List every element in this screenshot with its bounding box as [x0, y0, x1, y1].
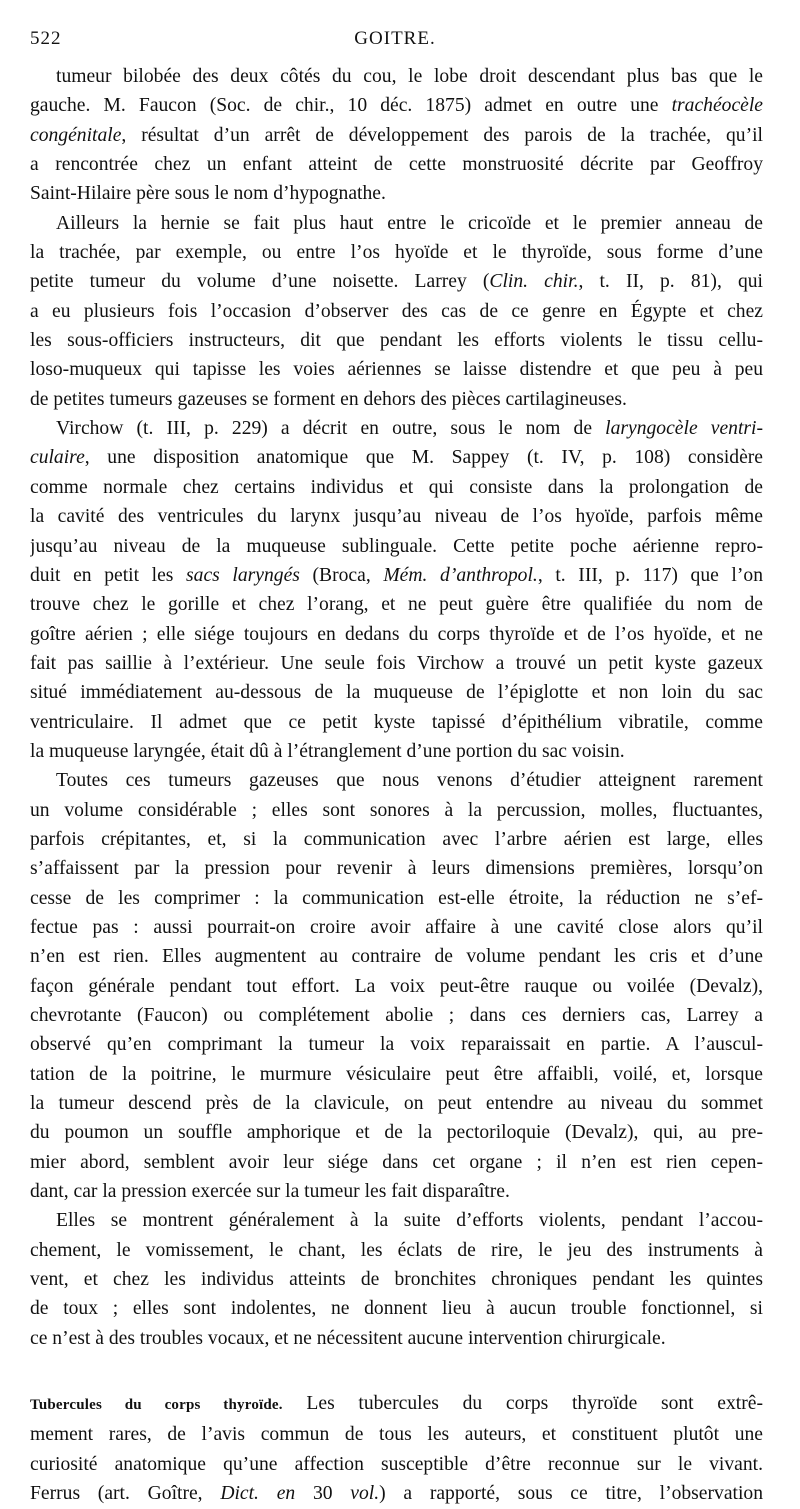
text-line: [30, 796, 763, 825]
text-run: , t. II, p. 81), qui: [578, 271, 763, 293]
text-line: [30, 678, 763, 707]
text-line: [30, 91, 763, 120]
text-line: [30, 737, 763, 766]
paragraph: [30, 414, 763, 766]
text-run: Ailleurs la hernie se fait plus haut entre le cricoïde et le premier anneau de: [56, 212, 763, 234]
text-run: , résultat d’un arrêt de développement des parois de la trachée, qu’il: [121, 124, 763, 146]
text-run: un volume considérable ; elles sont sonores à la percussion, molles, fluctuantes,: [30, 799, 763, 821]
text-line: [30, 913, 763, 942]
text-line: [30, 1148, 763, 1177]
text-line: [30, 590, 763, 619]
page-header: [30, 28, 760, 58]
text-run: chement, le vomissement, le chant, les éclats de rire, le jeu des instruments à: [30, 1239, 763, 1261]
text-line: [30, 1294, 763, 1323]
text-line: [30, 1177, 763, 1206]
text-line: [30, 385, 763, 414]
text-run: ventriculaire. Il admet que ce petit kyste tapissé d’épithélium vibratile, comme: [30, 711, 763, 733]
text-run: ) a rapporté, sous ce titre, l’observation: [379, 1483, 763, 1505]
paragraph: [30, 1206, 763, 1353]
text-run: façon générale pendant tout effort. La voix peut-être rauque ou voilée (Devalz),: [30, 975, 763, 997]
text-run: duit en petit les: [30, 564, 187, 586]
text-run: a rencontrée chez un enfant atteint de cette monstruosité décrite par Geoffroy: [30, 154, 763, 176]
text-run: mement rares, de l’avis commun de tous les auteurs, et constituent plutôt une: [30, 1424, 763, 1446]
text-line: [30, 1089, 763, 1118]
text-line: [30, 972, 763, 1001]
text-line: [30, 473, 763, 502]
text-run: cesse de les comprimer : la communication est-elle étroite, la réduction ne s’ef-: [30, 887, 763, 909]
text-line: [30, 1420, 763, 1449]
text-line: [30, 297, 763, 326]
text-run: 30: [295, 1483, 351, 1505]
text-line: [30, 620, 763, 649]
text-line: [30, 561, 763, 590]
text-run: Les tubercules du corps thyroïde sont extrê-: [282, 1393, 763, 1415]
text-line: [30, 209, 763, 238]
text-line: [30, 414, 763, 443]
text-line: [30, 355, 763, 384]
running-title: GOITRE.: [354, 28, 436, 49]
text-line: [30, 1450, 763, 1479]
section-heading: Tubercules du corps thyroïde.: [30, 1397, 283, 1414]
text-line: [30, 267, 763, 296]
text-run: Saint-Hilaire père sous le nom d’hypognathe.: [30, 183, 386, 205]
text-line: [30, 150, 763, 179]
italic-text: laryngocèle ventri-: [605, 418, 763, 440]
text-line: [30, 825, 763, 854]
italic-text: Mém. d’anthropol.: [383, 564, 538, 586]
text-run: s’affaissent par la pression pour revenir à leurs dimensions premières, lorsqu’on: [30, 858, 763, 880]
text-run: n’en est rien. Elles augmentent au contraire de volume pendant les cris et d’une: [30, 946, 763, 968]
text-line: [30, 443, 763, 472]
text-run: , une disposition anatomique que M. Sappey (t. IV, p. 108) considère: [84, 447, 763, 469]
text-run: gauche. M. Faucon (Soc. de chir., 10 déc. 1875) admet en outre une: [30, 95, 672, 117]
text-run: a eu plusieurs fois l’occasion d’observer des cas de ce genre en Égypte et chez: [30, 300, 763, 322]
text-run: Ferrus (art. Goître,: [30, 1483, 221, 1505]
text-run: observé qu’en comprimant la tumeur la voix reparaissait en partie. A l’auscul-: [30, 1034, 763, 1056]
text-line: [30, 1030, 763, 1059]
text-line: [30, 62, 763, 91]
text-run: de petites tumeurs gazeuses se forment en dehors des pièces cartilagineuses.: [30, 388, 627, 410]
text-run: comme normale chez certains individus et qui consiste dans la prolongation de: [30, 476, 763, 498]
text-line: [30, 1265, 763, 1294]
text-run: loso-muqueux qui tapisse les voies aériennes se laisse distendre et que peu à peu: [30, 359, 763, 381]
text-run: petite tumeur du volume d’une noisette. Larrey (: [30, 271, 490, 293]
text-run: Toutes ces tumeurs gazeuses que nous venons d’étudier atteignent rarement: [56, 770, 763, 792]
text-run: fectue pas : aussi pourrait-on croire avoir affaire à une cavité close alors qu’il: [30, 916, 763, 938]
text-line: [30, 1206, 763, 1235]
text-run: ce n’est à des troubles vocaux, et ne nécessitent aucune intervention chirurgicale.: [30, 1327, 666, 1349]
text-run: Elles se montrent généralement à la suite d’efforts violents, pendant l’accou-: [56, 1210, 763, 1232]
text-line: [30, 1001, 763, 1030]
text-run: , t. III, p. 117) que l’on: [537, 564, 763, 586]
text-run: curiosité anatomique qu’une affection susceptible d’être reconnue sur le vivant.: [30, 1453, 763, 1475]
text-run: dant, car la pression exercée sur la tumeur les fait disparaître.: [30, 1181, 510, 1203]
section-spacer: [30, 1353, 763, 1389]
text-run: Virchow (t. III, p. 229) a décrit en outre, sous le nom de: [56, 418, 606, 440]
text-line: [30, 532, 763, 561]
page-number: 522: [30, 28, 62, 49]
italic-text: congénitale: [30, 124, 122, 146]
text-run: la tumeur descend près de la clavicule, on peut entendre au niveau du sommet: [30, 1093, 763, 1115]
text-run: la muqueuse laryngée, était dû à l’étranglement d’une portion du sac voisin.: [30, 740, 625, 762]
text-run: chevrotante (Faucon) ou complétement abolie ; dans ces derniers cas, Larrey a: [30, 1005, 763, 1026]
text-run: mier abord, semblent avoir leur siége dans cet organe ; il n’en est rien cepen-: [30, 1151, 763, 1173]
italic-text: vol.: [350, 1483, 380, 1505]
text-run: les sous-officiers instructeurs, dit que pendant les efforts violents le tissu cellu-: [30, 330, 763, 352]
text-run: de toux ; elles sont indolentes, ne donnent lieu à aucun trouble fonctionnel, si: [30, 1298, 763, 1320]
text-line: [30, 121, 763, 150]
text-run: goître aérien ; elle siége toujours en dedans du corps thyroïde et de l’os hyoïde, et ne: [30, 623, 763, 645]
text-line: [30, 942, 763, 971]
text-line: [30, 766, 763, 795]
text-line: [30, 1479, 763, 1508]
text-run: fait pas saillie à l’extérieur. Une seule fois Virchow a trouvé un petit kyste gazeux: [30, 652, 763, 674]
italic-text: Clin. chir.: [489, 271, 579, 293]
italic-text: sacs laryngés: [186, 564, 300, 586]
text-run: tation de la poitrine, le murmure vésiculaire peut être affaibli, voilé, et, lorsque: [30, 1063, 763, 1085]
italic-text: culaire: [30, 447, 85, 469]
text-line: [30, 326, 763, 355]
text-line: [30, 1236, 763, 1265]
text-run: la trachée, par exemple, ou entre l’os hyoïde et le thyroïde, sous forme d’une: [30, 242, 763, 264]
text-line: [30, 502, 763, 531]
text-line: [30, 649, 763, 678]
text-line: [30, 1389, 763, 1420]
text-run: du poumon un souffle amphorique et de la pectoriloquie (Devalz), qui, au pre-: [30, 1122, 763, 1144]
section-tubercules: [30, 1389, 763, 1508]
italic-text: trachéocèle: [671, 95, 763, 117]
text-run: situé immédiatement au-dessous de la muqueuse de l’épiglotte et non loin du sac: [30, 682, 763, 704]
text-run: jusqu’au niveau de la muqueuse sublinguale. Cette petite poche aérienne repro-: [30, 535, 763, 557]
text-run: trouve chez le gorille et chez l’orang, et ne peut guère être qualifiée du nom de: [30, 594, 763, 616]
text-line: [30, 1060, 763, 1089]
text-line: [30, 884, 763, 913]
text-line: [30, 179, 763, 208]
text-line: [30, 708, 763, 737]
text-run: tumeur bilobée des deux côtés du cou, le lobe droit descendant plus bas que le: [56, 66, 763, 87]
text-line: [30, 1118, 763, 1147]
text-line: [30, 1324, 763, 1353]
paragraph: [30, 766, 763, 1206]
text-run: vent, et chez les individus atteints de bronchites chroniques pendant les quintes: [30, 1269, 763, 1291]
text-run: parfois crépitantes, et, si la communication avec l’arbre aérien est large, elles: [30, 828, 763, 850]
page-body: [30, 62, 763, 1509]
text-line: [30, 238, 763, 267]
text-run: la cavité des ventricules du larynx jusqu’au niveau de l’os hyoïde, parfois même: [30, 506, 763, 528]
text-run: (Broca,: [299, 564, 384, 586]
paragraph: [30, 209, 763, 414]
paragraph: [30, 62, 763, 209]
text-line: [30, 854, 763, 883]
italic-text: Dict. en: [220, 1483, 296, 1505]
